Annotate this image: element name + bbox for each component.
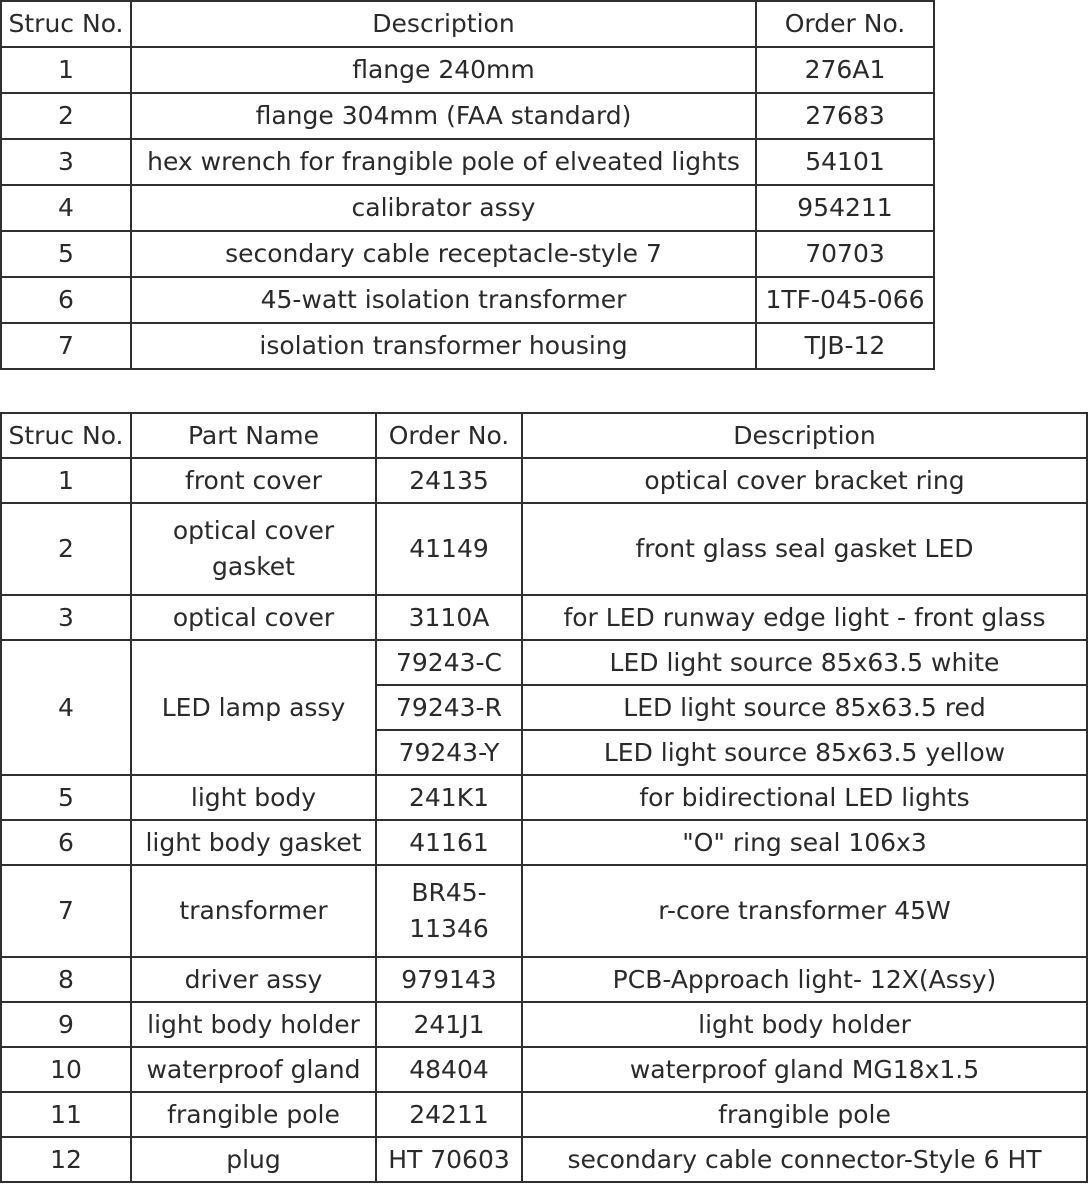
order-no-cell: 79243-R [376,685,522,730]
part-name-cell: transformer [131,865,376,957]
order-no-cell: 79243-Y [376,730,522,775]
table-row [1,47,934,93]
struc-no-cell: 1 [1,458,131,503]
order-no-cell: 954211 [756,185,934,231]
header-description: Description [522,413,1087,458]
description-cell: calibrator assy [131,185,756,231]
order-no-cell: 79243-C [376,640,522,685]
struc-no-cell: 5 [1,231,131,277]
description-cell: flange 240mm [131,47,756,93]
header-description: Description [131,1,756,47]
order-no-cell: 24211 [376,1092,522,1137]
part-name-cell: plug [131,1137,376,1182]
struc-no-cell: 10 [1,1047,131,1092]
table-row [1,640,1087,685]
header-struc-no: Struc No. [1,1,131,47]
header-order-no: Order No. [376,413,522,458]
part-name-cell: light body [131,775,376,820]
struc-no-cell: 11 [1,1092,131,1137]
table-row [1,503,1087,595]
description-cell: secondary cable connector-Style 6 HT [522,1137,1087,1182]
struc-no-cell: 12 [1,1137,131,1182]
table-row [1,1092,1087,1137]
order-no-cell: 48404 [376,1047,522,1092]
description-cell: waterproof gland MG18x1.5 [522,1047,1087,1092]
part-name-cell: LED lamp assy [131,640,376,775]
struc-no-cell: 4 [1,185,131,231]
table-row [1,323,934,369]
table-header-row [1,1,934,47]
struc-no-cell: 5 [1,775,131,820]
order-no-cell: 979143 [376,957,522,1002]
table-row [1,595,1087,640]
description-cell: hex wrench for frangible pole of elveated lights [131,139,756,185]
description-cell: for bidirectional LED lights [522,775,1087,820]
order-no-cell: 41149 [376,503,522,595]
part-name-cell: driver assy [131,957,376,1002]
struc-no-cell: 3 [1,595,131,640]
order-no-cell: BR45-11346 [376,865,522,957]
description-cell: LED light source 85x63.5 yellow [522,730,1087,775]
table-header-row [1,413,1087,458]
description-cell: PCB-Approach light- 12X(Assy) [522,957,1087,1002]
struc-no-cell: 7 [1,865,131,957]
table-row [1,775,1087,820]
struc-no-cell: 3 [1,139,131,185]
part-name-cell: optical cover gasket [131,503,376,595]
struc-no-cell: 8 [1,957,131,1002]
part-name-cell: light body gasket [131,820,376,865]
table-row [1,820,1087,865]
table-row [1,865,1087,957]
order-no-cell: HT 70603 [376,1137,522,1182]
order-no-cell: 27683 [756,93,934,139]
description-cell: r-core transformer 45W [522,865,1087,957]
table-row [1,1047,1087,1092]
order-no-cell: 41161 [376,820,522,865]
part-name-cell: light body holder [131,1002,376,1047]
description-cell: LED light source 85x63.5 red [522,685,1087,730]
description-cell: flange 304mm (FAA standard) [131,93,756,139]
table-row [1,93,934,139]
header-struc-no: Struc No. [1,413,131,458]
table-row [1,458,1087,503]
part-name-cell: optical cover [131,595,376,640]
struc-no-cell: 4 [1,640,131,775]
order-no-cell: 70703 [756,231,934,277]
struc-no-cell: 1 [1,47,131,93]
table-row [1,1002,1087,1047]
table-row [1,139,934,185]
description-cell: front glass seal gasket LED [522,503,1087,595]
description-cell: 45-watt isolation transformer [131,277,756,323]
order-no-cell: 3110A [376,595,522,640]
header-part-name: Part Name [131,413,376,458]
description-cell: light body holder [522,1002,1087,1047]
table-row [1,185,934,231]
description-cell: LED light source 85x63.5 white [522,640,1087,685]
struc-no-cell: 6 [1,820,131,865]
parts-table [0,412,1088,1183]
part-name-cell: front cover [131,458,376,503]
table-row [1,277,934,323]
struc-no-cell: 2 [1,93,131,139]
part-name-cell: waterproof gland [131,1047,376,1092]
struc-no-cell: 9 [1,1002,131,1047]
part-name-cell: frangible pole [131,1092,376,1137]
order-no-cell: 1TF-045-066 [756,277,934,323]
order-no-cell: 276A1 [756,47,934,93]
description-cell: secondary cable receptacle-style 7 [131,231,756,277]
accessories-table [0,0,935,370]
struc-no-cell: 6 [1,277,131,323]
table-row [1,231,934,277]
description-cell: isolation transformer housing [131,323,756,369]
description-cell: "O" ring seal 106x3 [522,820,1087,865]
table-row [1,1137,1087,1182]
table-row [1,957,1087,1002]
description-cell: for LED runway edge light - front glass [522,595,1087,640]
header-order-no: Order No. [756,1,934,47]
struc-no-cell: 7 [1,323,131,369]
order-no-cell: 241K1 [376,775,522,820]
order-no-cell: 241J1 [376,1002,522,1047]
order-no-cell: TJB-12 [756,323,934,369]
order-no-cell: 24135 [376,458,522,503]
order-no-cell: 54101 [756,139,934,185]
struc-no-cell: 2 [1,503,131,595]
description-cell: frangible pole [522,1092,1087,1137]
description-cell: optical cover bracket ring [522,458,1087,503]
